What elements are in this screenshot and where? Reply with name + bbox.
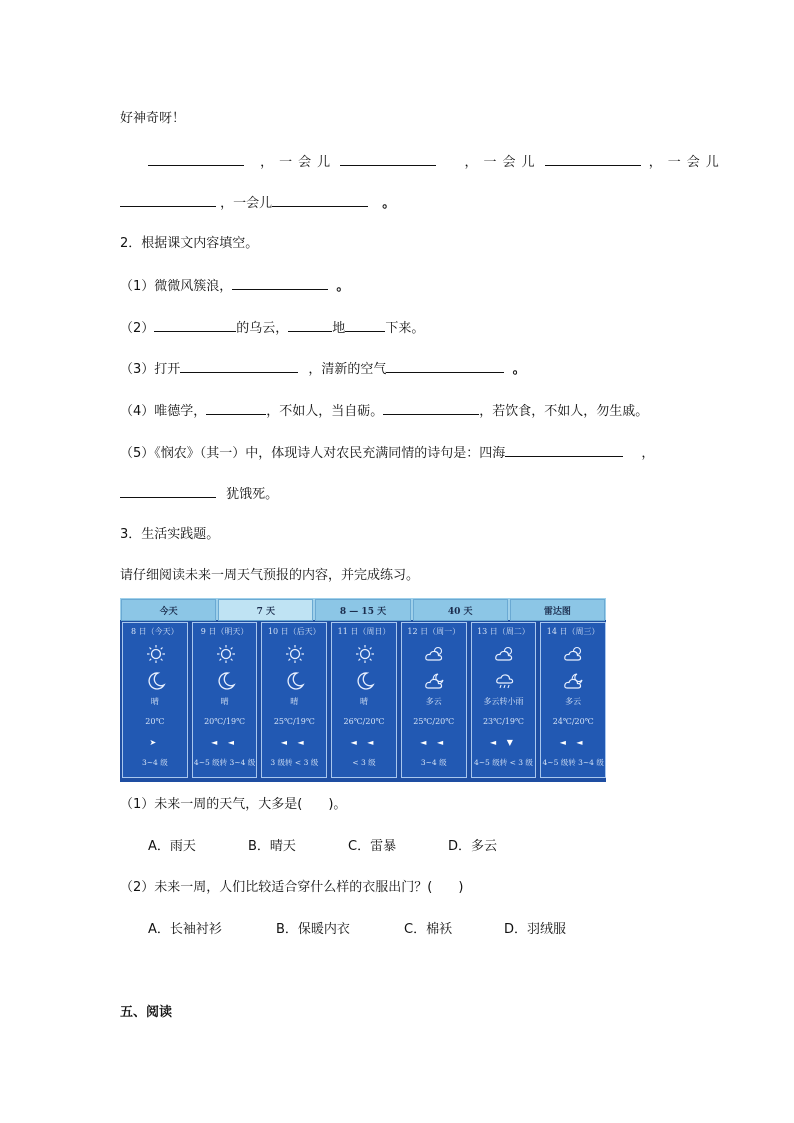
forecast-wind-level: < 3 级 [352, 758, 376, 767]
q2-item-5-text: ， [641, 446, 655, 461]
option-d[interactable]: D．多云 [448, 839, 498, 854]
q2-item-2 [120, 318, 424, 338]
q2-item-1 [120, 276, 349, 296]
wind-direction-icon: ◄ ◄ [420, 738, 448, 747]
q2-item-3-text: ，清新的空气 [308, 362, 387, 377]
q2-item-5-text: （5）《悯农》（其一）中，体现诗人对农民充满同情的诗句是：四海 [120, 446, 506, 461]
section-5-title: 五、阅读 [120, 1005, 173, 1020]
forecast-day-card [331, 622, 397, 778]
wind-direction-icon: ➤ [149, 738, 161, 747]
option-c[interactable]: C．雷暴 [348, 839, 397, 854]
q2-item-5-cont [120, 484, 278, 504]
forecast-date: 11 日（周日） [337, 627, 391, 636]
q3-title: 3．生活实践题。 [120, 527, 220, 542]
moon-icon [215, 671, 237, 691]
q3-instruction: 请仔细阅读未来一周天气预报的内容，并完成练习。 [120, 568, 420, 583]
tab-7-days[interactable]: 7 天 [218, 599, 313, 621]
answer-blank[interactable] [345, 318, 385, 332]
forecast-condition: 晴 [150, 697, 159, 706]
forecast-day-card [192, 622, 258, 778]
option-c[interactable]: C．棉袄 [404, 922, 453, 937]
forecast-temperature: 20℃/19℃ [204, 717, 246, 726]
option-b[interactable]: B．保暖内衣 [276, 922, 350, 937]
answer-blank[interactable] [340, 152, 436, 166]
forecast-date: 9 日（明天） [200, 627, 249, 636]
forecast-temperature: 26℃/20℃ [343, 717, 385, 726]
weather-tabs [120, 598, 606, 620]
q2-item-2-text: （2） [120, 321, 155, 336]
moon-icon [354, 671, 376, 691]
cloud-night-icon [424, 671, 446, 691]
partly-cloudy-icon [494, 644, 516, 664]
answer-blank[interactable] [545, 152, 641, 166]
forecast-wind-level: 4~5 级转 < 3 级 [473, 758, 533, 767]
forecast-day-card [261, 622, 327, 778]
q2-item-4-text: ，不如人，当自砺。 [266, 404, 384, 419]
wind-direction-icon: ◄ ◄ [280, 738, 308, 747]
tab-8-15-days[interactable]: 8 — 15 天 [315, 599, 410, 621]
fill-sep: ，一会儿 [464, 155, 541, 170]
answer-blank[interactable] [505, 443, 623, 457]
weather-days [122, 622, 606, 780]
forecast-wind-level: 3 级转 < 3 级 [270, 758, 319, 767]
option-b[interactable]: B．晴天 [248, 839, 296, 854]
forecast-condition: 多云转小雨 [483, 697, 524, 706]
answer-blank[interactable] [148, 152, 244, 166]
fill-line-2 [120, 193, 395, 213]
sun-icon [215, 644, 237, 664]
forecast-temperature: 20℃ [145, 717, 165, 726]
wind-direction-icon: ◄ ◄ [559, 738, 587, 747]
wind-direction-icon: ◄ ◄ [211, 738, 238, 747]
q2-item-4-text: ，若饮食，不如人，勿生戚。 [479, 404, 649, 419]
answer-blank[interactable] [206, 401, 266, 415]
weather-forecast-widget [120, 598, 606, 782]
forecast-temperature: 24℃/20℃ [552, 717, 594, 726]
forecast-condition: 多云 [425, 697, 442, 706]
fill-sep: ，一会儿 [260, 155, 337, 170]
wind-direction-icon: ◄ ▼ [490, 738, 517, 747]
tab-today[interactable]: 今天 [121, 599, 216, 621]
moon-icon [145, 671, 167, 691]
fill-line-1 [148, 152, 725, 172]
sun-icon [284, 644, 306, 664]
q3-sub-2: （2）未来一周，人们比较适合穿什么样的衣服出门？( ) [120, 880, 464, 895]
q3-sub-2-options [148, 921, 604, 939]
wind-direction-icon: ◄ ◄ [350, 738, 378, 747]
q3-sub-1: （1）未来一周的天气，大多是( )。 [120, 797, 347, 812]
forecast-day-card [540, 622, 606, 778]
option-d[interactable]: D．羽绒服 [504, 922, 567, 937]
forecast-condition: 晴 [290, 697, 299, 706]
intro-text: 好神奇呀！ [120, 111, 186, 126]
q2-item-1-end: 。 [336, 279, 350, 294]
partly-cloudy-icon [563, 644, 585, 664]
q2-item-3-end: 。 [512, 362, 526, 377]
forecast-temperature: 25℃/20℃ [413, 717, 455, 726]
q2-item-3-text: （3）打开 [120, 362, 181, 377]
sun-icon [145, 644, 167, 664]
forecast-day-card [471, 622, 537, 778]
forecast-date: 10 日（后天） [267, 627, 321, 636]
cloud-night-icon [563, 671, 585, 691]
forecast-temperature: 23℃/19℃ [482, 717, 524, 726]
answer-blank[interactable] [180, 359, 298, 373]
option-a[interactable]: A．雨天 [148, 839, 196, 854]
forecast-wind-level: 3~4 级 [420, 758, 447, 767]
answer-blank[interactable] [386, 359, 504, 373]
q3-sub-1-options [148, 838, 548, 856]
forecast-condition: 多云 [565, 697, 582, 706]
answer-blank[interactable] [272, 193, 368, 207]
forecast-wind-level: 3~4 级 [142, 758, 168, 767]
cloud-rain-icon [494, 671, 516, 691]
answer-blank[interactable] [383, 401, 479, 415]
tab-radar[interactable]: 雷达图 [510, 599, 605, 621]
q2-item-2-text: 的乌云， [236, 321, 289, 336]
forecast-date: 13 日（周二） [477, 627, 530, 636]
answer-blank[interactable] [120, 193, 216, 207]
tab-40-days[interactable]: 40 天 [413, 599, 508, 621]
fill-end: 。 [382, 196, 396, 211]
q2-item-5 [120, 443, 654, 463]
fill-sep: ，一会儿 [220, 196, 273, 211]
forecast-condition: 晴 [220, 697, 229, 706]
q2-item-1-text: （1）微微风簇浪， [120, 279, 233, 294]
forecast-date: 12 日（周一） [407, 627, 461, 636]
q2-item-4-text: （4）唯德学， [120, 404, 207, 419]
answer-blank[interactable] [232, 276, 328, 290]
q2-item-2-text: 地 [332, 321, 346, 336]
forecast-condition: 晴 [360, 697, 369, 706]
moon-icon [284, 671, 306, 691]
q2-item-5-text: 犹饿死。 [226, 487, 279, 502]
partly-cloudy-icon [424, 644, 446, 664]
answer-blank[interactable] [154, 318, 236, 332]
q2-title: 2．根据课文内容填空。 [120, 236, 259, 251]
option-a[interactable]: A．长袖衬衫 [148, 922, 222, 937]
q2-item-2-text: 下来。 [385, 321, 425, 336]
forecast-date: 8 日（今天） [131, 627, 179, 636]
forecast-wind-level: 4~5 级转 3~4 级 [542, 758, 604, 767]
forecast-day-card [401, 622, 467, 778]
q2-item-4 [120, 401, 648, 421]
sun-icon [354, 644, 376, 664]
answer-blank[interactable] [120, 484, 216, 498]
forecast-date: 14 日（周三） [546, 627, 600, 636]
forecast-day-card [122, 622, 188, 778]
forecast-wind-level: 4~5 级转 3~4 级 [193, 758, 256, 767]
answer-blank[interactable] [288, 318, 332, 332]
forecast-temperature: 25℃/19℃ [273, 717, 315, 726]
q2-item-3 [120, 359, 526, 379]
fill-sep: ，一会儿 [648, 155, 725, 170]
